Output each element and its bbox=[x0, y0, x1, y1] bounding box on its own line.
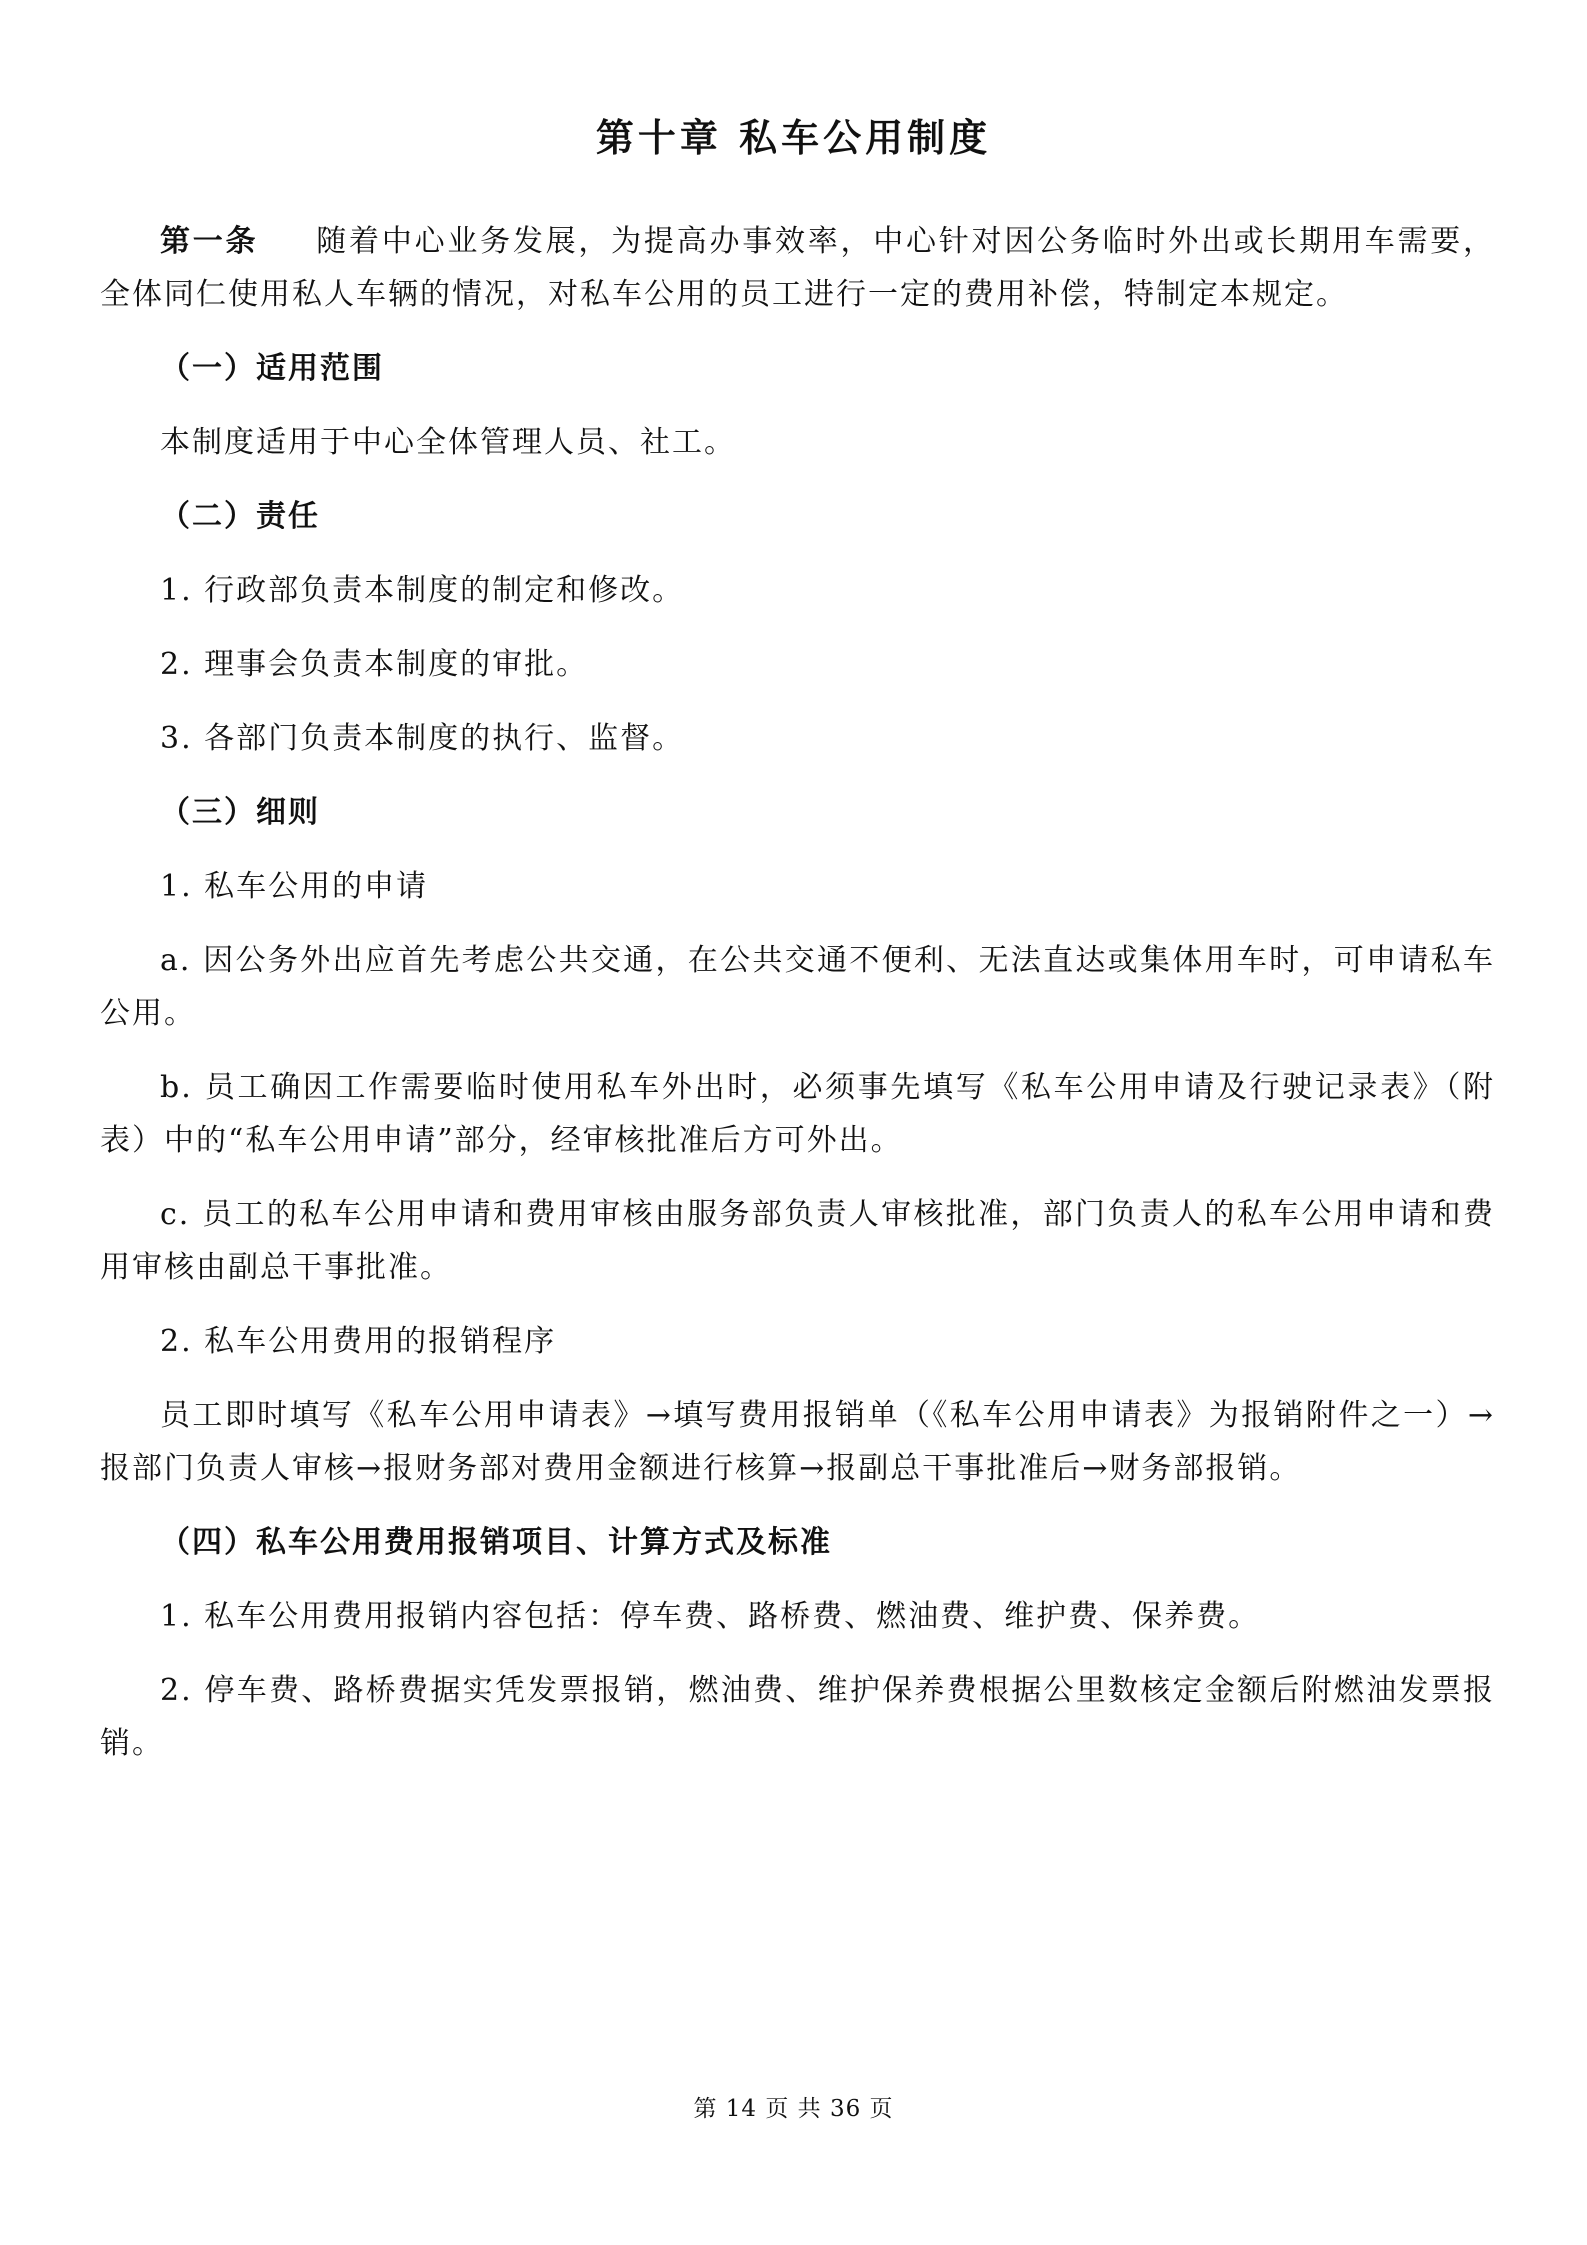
section-3-item-c: c. 员工的私车公用申请和费用审核由服务部负责人审核批准，部门负责人的私车公用申请和费用审核由副总干事批准。 bbox=[100, 1197, 1495, 1285]
section-2-item-2: 2. 理事会负责本制度的审批。 bbox=[160, 647, 589, 682]
section-4-item-1: 1. 私车公用费用报销内容包括：停车费、路桥费、燃油费、维护费、保养费。 bbox=[160, 1599, 1261, 1634]
page-number-footer: 第 14 页 共 36 页 bbox=[693, 2096, 894, 2122]
document-body bbox=[100, 215, 1495, 1791]
section-1-heading: （一）适用范围 bbox=[160, 351, 384, 386]
article-1-text: 随着中心业务发展，为提高办事效率，中心针对因公务临时外出或长期用车需要，全体同仁使用私人车辆的情况，对私车公用的员工进行一定的费用补偿，特制定本规定。 bbox=[100, 224, 1496, 312]
section-4-item-2: 2. 停车费、路桥费据实凭发票报销，燃油费、维护保养费根据公里数核定金额后附燃油发票报销。 bbox=[100, 1673, 1495, 1761]
chapter-title: 第十章 私车公用制度 bbox=[595, 116, 992, 160]
section-2-heading: （二）责任 bbox=[160, 499, 320, 534]
section-3-subheading-1: 1. 私车公用的申请 bbox=[160, 869, 429, 904]
section-2-item-1: 1. 行政部负责本制度的制定和修改。 bbox=[160, 573, 685, 608]
section-3-heading: （三）细则 bbox=[160, 795, 320, 830]
section-3-item-a: a. 因公务外出应首先考虑公共交通，在公共交通不便利、无法直达或集体用车时，可申请私车公用。 bbox=[100, 943, 1495, 1031]
section-4-heading: （四）私车公用费用报销项目、计算方式及标准 bbox=[160, 1525, 832, 1560]
section-3-subheading-2: 2. 私车公用费用的报销程序 bbox=[160, 1324, 557, 1359]
section-2-item-3: 3. 各部门负责本制度的执行、监督。 bbox=[160, 721, 685, 756]
article-1-label: 第一条 bbox=[160, 224, 259, 259]
article-1 bbox=[100, 215, 1495, 321]
section-3-process: 员工即时填写《私车公用申请表》→填写费用报销单（《私车公用申请表》为报销附件之一）→报部门负责人审核→报财务部对费用金额进行核算→报副总干事批准后→财务部报销。 bbox=[100, 1398, 1495, 1486]
section-3-item-b: b. 员工确因工作需要临时使用私车外出时，必须事先填写《私车公用申请及行驶记录表》（附表）中的“私车公用申请”部分，经审核批准后方可外出。 bbox=[100, 1070, 1495, 1158]
section-1-text: 本制度适用于中心全体管理人员、社工。 bbox=[160, 425, 736, 460]
